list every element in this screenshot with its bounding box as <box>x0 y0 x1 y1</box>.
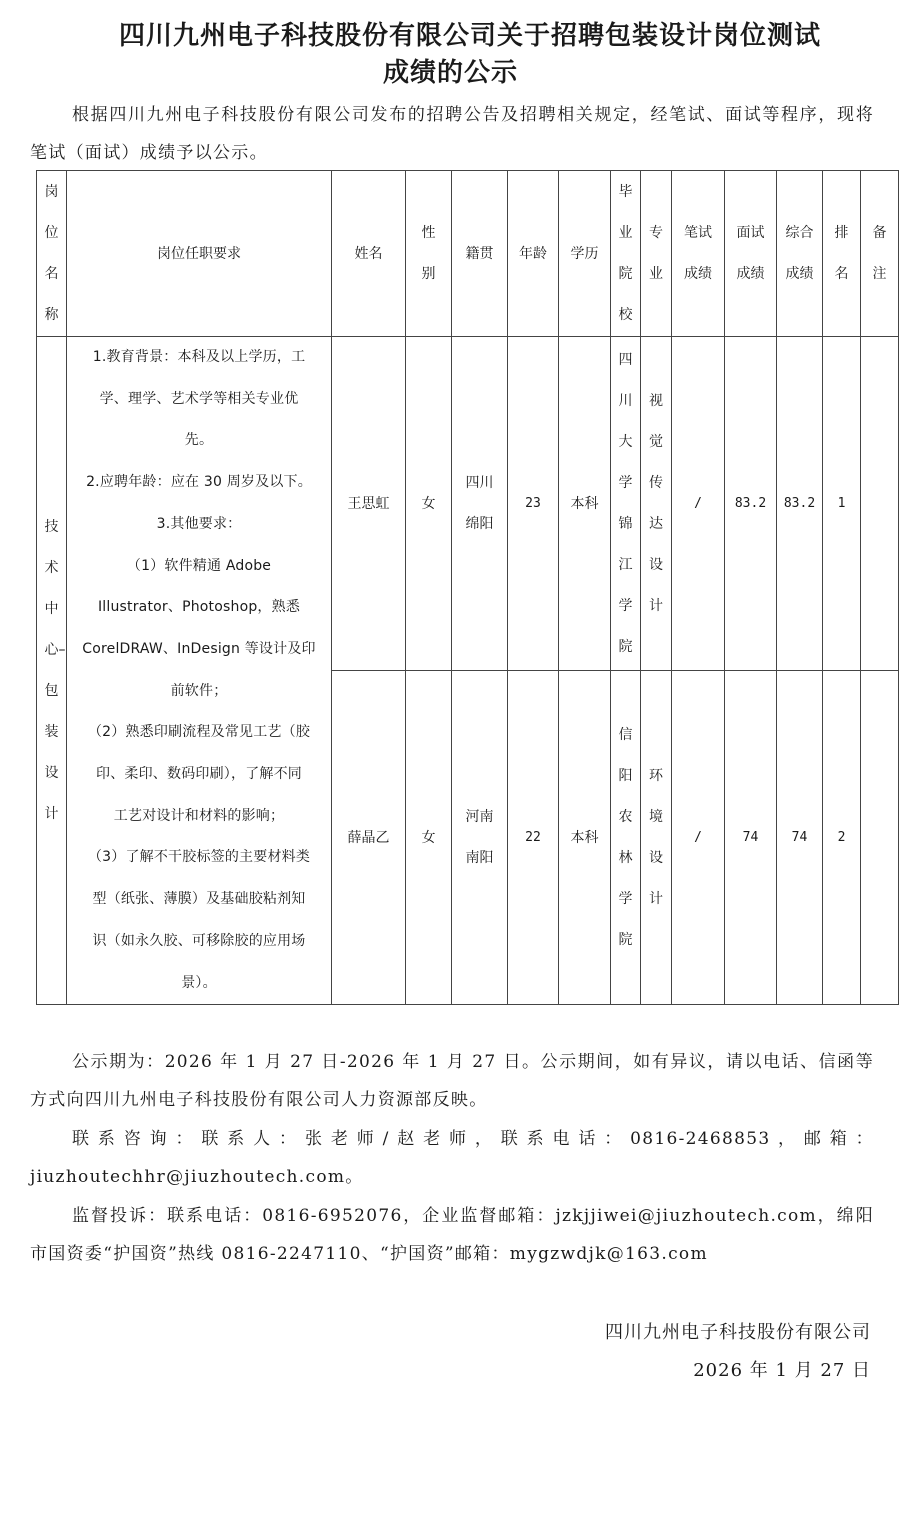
candidate-school: 信阳农林学院 <box>618 726 633 948</box>
page-title-line2: 成绩的公示 <box>382 58 518 88</box>
requirement-line: 型（纸张、薄膜）及基础胶粘剂知 <box>92 891 306 908</box>
header-note: 备注 <box>872 224 887 282</box>
requirement-line: CorelDRAW、InDesign 等设计及印 <box>82 640 316 657</box>
signature-company: 四川九州电子科技股份有限公司 <box>605 1322 871 1343</box>
candidate-name: 王思虹 <box>332 337 406 671</box>
note <box>861 671 899 1005</box>
written-score: / <box>672 337 725 671</box>
candidate-origin: 河南南阳 <box>465 808 494 866</box>
supervision-paragraph: 监督投诉：联系电话：0816-6952076，企业监督邮箱：jzkjjiwei@jiuzhoutech.com，绵阳市国资委“护国资”热线 0816-2247110、“护国资”邮箱：mygzwdjk@163.com <box>30 1206 874 1264</box>
interview-score: 74 <box>725 671 777 1005</box>
candidate-gender: 女 <box>406 671 452 1005</box>
header-name: 姓名 <box>332 171 406 337</box>
header-school: 毕业院校 <box>618 183 633 323</box>
requirement-line: 工艺对设计和材料的影响； <box>113 807 285 824</box>
candidate-education: 本科 <box>559 671 611 1005</box>
requirement-line: 先。 <box>184 432 214 449</box>
header-education: 学历 <box>559 171 611 337</box>
candidate-name: 薛晶乙 <box>332 671 406 1005</box>
requirement-line: 前软件； <box>170 682 228 699</box>
total-score: 83.2 <box>777 337 823 671</box>
contact-paragraph: 联系咨询：联系人：张老师/赵老师，联系电话：0816-2468853，邮箱：jiuzhoutechhr@jiuzhoutech.com。 <box>30 1129 874 1187</box>
candidate-age: 23 <box>508 337 559 671</box>
header-age: 年龄 <box>508 171 559 337</box>
written-score: / <box>672 671 725 1005</box>
candidate-age: 22 <box>508 671 559 1005</box>
candidate-school: 四川大学锦江学院 <box>618 351 633 655</box>
header-requirements: 岗位任职要求 <box>67 171 332 337</box>
interview-score: 83.2 <box>725 337 777 671</box>
signature-date: 2026 年 1 月 27 日 <box>693 1360 871 1381</box>
requirement-line: （1）软件精通 Adobe <box>126 557 272 574</box>
header-written: 笔试成绩 <box>684 224 712 282</box>
header-gender: 性别 <box>421 224 436 282</box>
intro-paragraph: 根据四川九州电子科技股份有限公司发布的招聘公告及招聘相关规定，经笔试、面试等程序，现将笔试（面试）成绩予以公示。 <box>30 105 874 163</box>
rank: 2 <box>823 671 861 1005</box>
rank: 1 <box>823 337 861 671</box>
total-score: 74 <box>777 671 823 1005</box>
page-title: 四川九州电子科技股份有限公司关于招聘包装设计岗位测试 <box>118 21 821 51</box>
candidate-major: 环境设计 <box>649 767 663 907</box>
table-row <box>37 337 899 671</box>
requirement-line: 识（如永久胶、可移除胶的应用场 <box>92 932 306 949</box>
requirement-line: Illustrator、Photoshop，熟悉 <box>97 599 301 616</box>
note <box>861 337 899 671</box>
header-rank: 排名 <box>834 224 849 282</box>
requirements-cell <box>67 337 332 1005</box>
header-origin: 籍贯 <box>452 171 508 337</box>
candidate-gender: 女 <box>406 337 452 671</box>
requirement-line: （2）熟悉印刷流程及常见工艺（胶 <box>87 724 311 741</box>
candidate-major: 视觉传达设计 <box>649 392 663 614</box>
header-position: 岗位名称 <box>44 183 59 323</box>
requirement-line: 3.其他要求： <box>156 515 242 532</box>
requirement-line: 景）。 <box>181 974 217 991</box>
table-header-row <box>37 171 899 337</box>
requirement-line: 学、理学、艺术学等相关专业优 <box>99 390 299 407</box>
requirement-line: （3）了解不干胶标签的主要材料类 <box>87 849 311 866</box>
score-table <box>36 170 899 1005</box>
header-total: 综合成绩 <box>785 224 814 282</box>
requirement-line: 印、柔印、数码印刷），了解不同 <box>96 766 302 783</box>
position-cell: 技术中心–包装设计 <box>44 518 66 822</box>
header-major: 专业 <box>649 224 663 282</box>
notice-period-paragraph: 公示期为：2026 年 1 月 27 日-2026 年 1 月 27 日。公示期间，如有异议，请以电话、信函等方式向四川九州电子科技股份有限公司人力资源部反映。 <box>30 1052 874 1110</box>
candidate-origin: 四川绵阳 <box>465 474 494 532</box>
requirement-line: 1.教育背景：本科及以上学历，工 <box>92 349 306 365</box>
requirement-line: 2.应聘年龄：应在 30 周岁及以下。 <box>86 474 312 491</box>
candidate-education: 本科 <box>559 337 611 671</box>
header-interview: 面试成绩 <box>736 224 765 282</box>
